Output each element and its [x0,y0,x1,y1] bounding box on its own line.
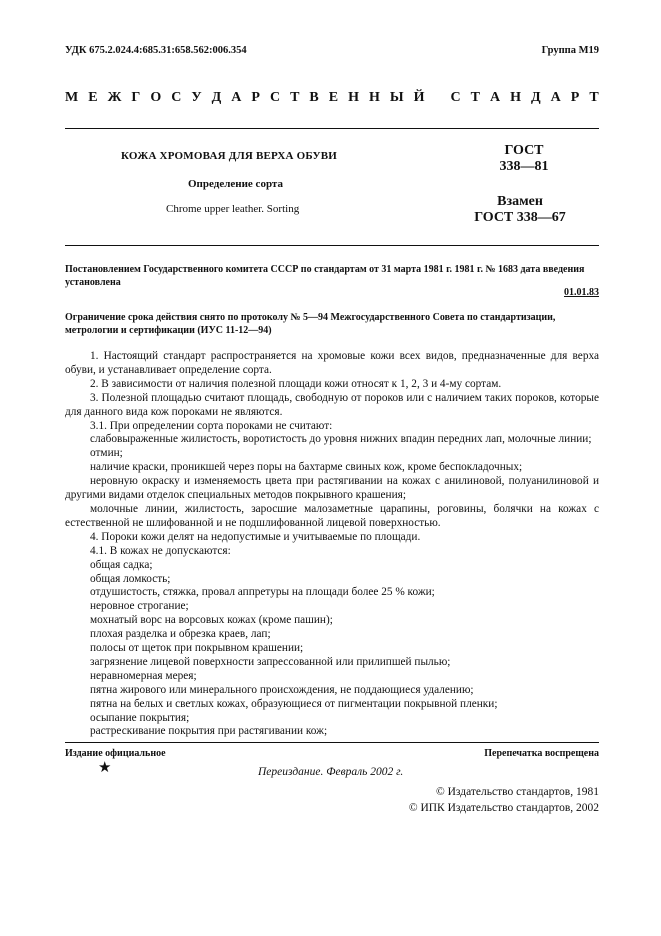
banner-letter: Е [328,90,339,105]
body-paragraph: осыпание покрытия; [90,711,190,724]
body-paragraph: пятна жирового или минерального происхождения, не поддающиеся удалению; [90,683,474,696]
interstate-standard-banner [65,90,599,106]
body-paragraph: слабовыраженные жилистость, воротистость до уровня нижних впадин передних лап, молочные линии; [90,433,592,446]
body-paragraph: плохая разделка и обрезка краев, лап; [90,628,271,641]
document-body [65,350,599,739]
banner-letter: Т [470,90,480,105]
banner-letter: О [150,90,162,105]
replaces-label: Взамен [497,194,543,209]
footer-divider [65,742,599,743]
banner-letter: М [65,90,79,105]
body-paragraph: 1. Настоящий стандарт распространяется на хромовые кожи всех видов, предназначенные для верха обуви, и устанавливает определение сорта. [65,350,599,376]
star-icon: ★ [98,760,112,776]
banner-letter: Н [369,90,380,105]
body-paragraph: отдушистость, стяжка, провал аппретуры на площади более 25 % кожи; [90,586,435,599]
banner-letter: Й [413,90,425,105]
banner-letter: Н [510,90,522,105]
gost-label: ГОСТ [504,143,544,158]
body-paragraph: неровную окраску и изменяемость цвета при растягивании на кожах с анилиновой, полуанилиновой и другими видами отделок специальных методов покрывного крашения; [65,475,599,502]
banner-letter: Т [290,90,300,105]
banner-letter: Р [251,90,260,105]
body-paragraph: отмин; [90,447,123,460]
banner-letter: У [191,90,202,105]
body-paragraph: мохнатый ворс на ворсовых кожах (кроме пашин); [90,614,333,627]
document-title: КОЖА ХРОМОВАЯ ДЛЯ ВЕРХА ОБУВИ [121,150,338,162]
banner-letter: Г [131,90,141,105]
official-edition-label: Издание официальное [65,748,166,759]
body-paragraph: 3. Полезной площадью считают площадь, свободную от пороков или с наличием таких пороков, которые для данного вида кож пороками не являются. [65,391,599,418]
banner-letter: Д [531,90,541,105]
body-paragraph: 4.1. В кожах не допускаются: [90,544,231,557]
body-paragraph: неравномерная мерея; [90,669,197,682]
copyright-2002: © ИПК Издательство стандартов, 2002 [408,802,599,814]
banner-letter: Е [88,90,98,105]
body-paragraph: наличие краски, проникшей через поры на бахтарме свиных кож, кроме беспокладочных; [90,461,523,474]
reissue-note: Переиздание. Февраль 2002 г. [258,766,404,778]
document-subtitle: Определение сорта [188,178,283,190]
banner-letter: А [490,90,501,105]
body-paragraph: растрескивание покрытия при растягивании кож; [90,725,328,738]
body-paragraph: пятна на белых и светлых кожах, образующиеся от пигментации покрывной пленки; [90,697,498,710]
header-divider [65,128,599,129]
copyright-1981: © Издательство стандартов, 1981 [435,786,599,798]
banner-letter: Т [589,90,599,105]
banner-letter: Ж [107,90,122,105]
banner-letter: Д [211,90,222,105]
body-paragraph: 2. В зависимости от наличия полезной площади кожи относят к 1, 2, 3 и 4-му сортам. [90,377,502,390]
replaced-gost-number: ГОСТ 338—67 [474,210,566,225]
banner-letter: Н [348,90,359,105]
body-paragraph: молочные линии, жилистость, заросшие малозаметные царапины, роговины, болячки на кожах с естественной не шлифованной и не подшлифованной лицевой поверхностью. [65,502,599,529]
banner-gap [435,90,441,106]
gost-number-block [459,143,589,175]
banner-letter: Р [570,90,580,105]
body-paragraph: 3.1. При определении сорта пороками не считают: [90,419,333,432]
english-title: Chrome upper leather. Sorting [166,203,300,215]
banner-letter: А [550,90,561,105]
body-paragraph: полосы от щеток при покрывном крашении; [90,642,304,655]
limitation-note: Ограничение срока действия снято по протоколу № 5—94 Межгосударственного Совета по стандартизации, метрологии и сертификации (ИУС 11-12—94) [65,312,556,336]
title-divider [65,245,599,246]
gost-number: 338—81 [499,159,549,174]
body-paragraph: неровное строгание; [90,600,189,613]
body-paragraph: 4. Пороки кожи делят на недопустимые и учитываемые по площади. [90,530,421,543]
banner-letter: С [171,90,182,105]
banner-letter: В [309,90,319,105]
banner-letter: С [269,90,281,105]
reprint-prohibited-label: Перепечатка воспрещена [484,748,599,759]
replaces-block [440,194,600,226]
body-paragraph: загрязнение лицевой поверхности запрессованной или прилипшей пылью; [90,655,451,668]
banner-letter: Ы [389,90,404,105]
decree-text: Постановлением Государственного комитета СССР по стандартам от 31 марта 1981 г. 1981 г. № 1683 дата введения установлена [65,264,585,288]
udk-code: УДК 675.2.024.4:685.31:658.562:006.354 [65,45,247,56]
group-code: Группа М19 [541,45,599,56]
body-paragraph: общая садка; [90,558,153,571]
banner-letter: А [231,90,242,105]
banner-letter: С [450,90,461,105]
body-paragraph: общая ломкость; [90,572,171,585]
introduction-date: 01.01.83 [564,287,599,298]
